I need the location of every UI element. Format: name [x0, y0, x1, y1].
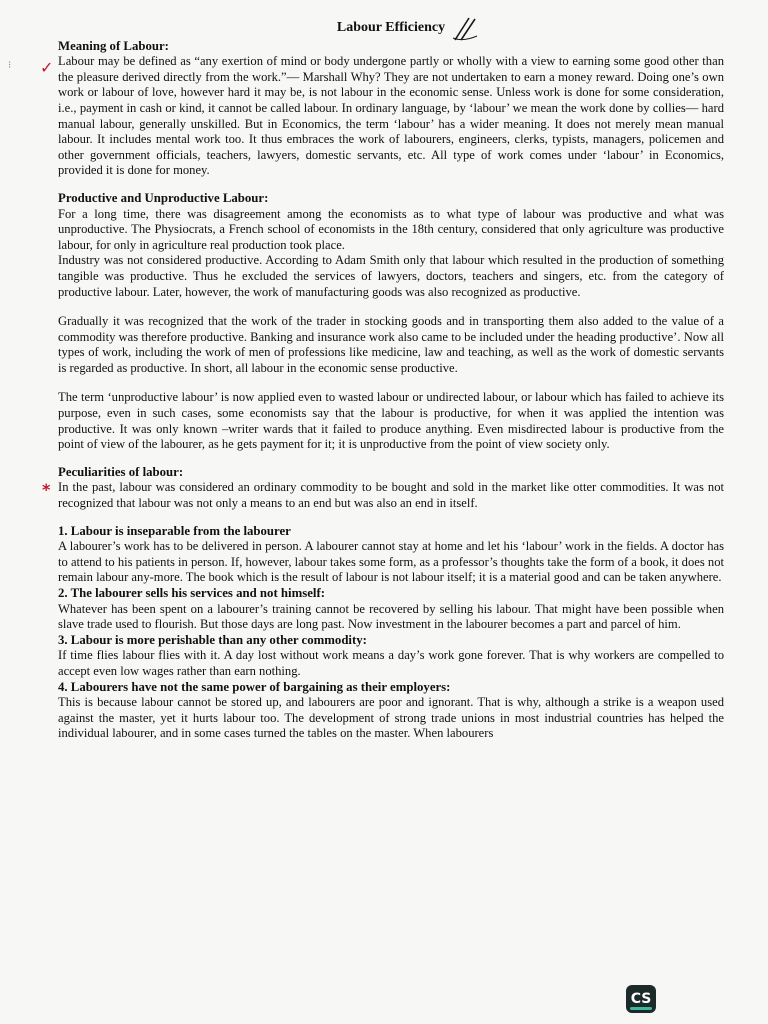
point-item — [58, 633, 724, 680]
point-text: Whatever has been spent on a labourer’s training cannot be recovered by selling his labour. That might have been possible when slave trade used to flourish. But those days are long past. Now investment in the labourer becomes a part and parcel of him. — [58, 601, 724, 632]
title-text: Labour Efficiency — [336, 20, 446, 35]
productive-text-4: The term ‘unproductive labour’ is now applied even to wasted labour or undirected labour, or labour which has failed to achieve its purpose, even in such cases, some economists say that the labour is productive, for when it was applied the intention was productive. It was only known –writer wards that it failed to produce anything. Even misdirected labour is productive from the point of view of the labourer, as he gets payment for it; it is unproductive from the point of view society only. — [58, 390, 724, 452]
meaning-section — [58, 39, 724, 179]
point-text: This is because labour cannot be stored up, and labourers are poor and ignorant. That is why, although a strike is a weapon used against the master, yet it hurts labour too. The development of strong trade unions in most industrial countries has helped the individual labourer, and in some cases turned the tables on the master. When labourers — [58, 695, 724, 741]
productive-text-2: Industry was not considered productive. According to Adam Smith only that labour which resulted in the production of something tangible was productive. Thus he excluded the services of lawyers, doctors, teachers and singers, etc. from the category of productive labour. Later, however, the work of manufacturing goods was also recognized as productive. — [58, 253, 724, 299]
peculiarities-heading: Peculiarities of labour: — [58, 464, 184, 479]
peculiarities-text: In the past, labour was considered an ordinary commodity to be bought and sold in the market like otter commodities. It was not recognized that labour was not only a means to an end but was also an end in itself. — [58, 480, 724, 511]
meaning-heading: Meaning of Labour: — [58, 38, 169, 53]
point-heading: 2. The labourer sells his services and not himself: — [58, 586, 325, 600]
point-heading: 4. Labourers have not the same power of bargaining as their employers: — [58, 679, 451, 694]
page-title — [58, 20, 724, 36]
productive-text-3: Gradually it was recognized that the work of the trader in stocking goods and in transporting them also added to the value of a commodity was therefore productive. Banking and insurance work also came to be included under the heading productive’. Now all types of work, including the work of men of professions like medicine, law and teaching, as well as the work of domestic servants is regarded as productive. In short, all labour in the economic sense productive. — [58, 314, 724, 375]
points-list — [58, 524, 724, 742]
document-page — [58, 20, 724, 970]
point-item — [58, 586, 724, 633]
productive-text-1: For a long time, there was disagreement among the economists as to what type of labour was productive and what was unproductive. The Physiocrats, a French school of economists in the 18th century, considered that only agriculture was productive labour, for only in agriculture real production took place. — [58, 206, 724, 252]
point-item — [58, 680, 724, 742]
checkmark-annotation-icon: ✓ — [40, 58, 54, 77]
point-heading: 3. Labour is more perishable than any other commodity: — [58, 632, 367, 647]
productive-heading: Productive and Unproductive Labour: — [58, 190, 269, 205]
productive-section — [58, 191, 724, 453]
star-annotation-icon: * — [42, 480, 51, 499]
scan-smudge-icon: ⁝ — [8, 60, 12, 71]
peculiarities-section — [58, 465, 724, 512]
point-heading: 1. Labour is inseparable from the labourer — [58, 523, 291, 538]
point-text: If time flies labour flies with it. A day lost without work means a day’s work gone forever. That is why workers are compelled to accept even low wages rather than earn nothing. — [58, 648, 724, 678]
camscanner-logo: CS — [626, 985, 656, 1013]
point-text: A labourer’s work has to be delivered in person. A labourer cannot stay at home and let his ‘labour’ work in the fields. A doctor has to attend to his patients in person. If, however, labour takes some form, as a professor’s thoughts take the form of a book, it does not remain labour any-more. The book which is the result of labour is not labour itself; it is a material good and can be taken anywhere. — [58, 539, 724, 585]
pen-scribble-icon — [451, 16, 479, 42]
point-item — [58, 524, 724, 586]
meaning-text: Labour may be defined as “any exertion of mind or body undergone partly or wholly with a view to earning some good other than the pleasure derived directly from the work.”— Marshall Why? They are not undertaken to earn a money reward. Doing one’s own work or labour of love, however hard it may be, is not labour in the economic sense. Unless work is done for some consideration, i.e., payment in cash or kind, it cannot be called labour. In ordinary language, by ‘labour’ we mean the work done by collies— hard manual labour, generally unskilled. But in Economics, the term ‘labour’ has a wider meaning. It does not merely mean manual labour. It includes mental work too. It thus embraces the work of labourers, engineers, clerks, typists, managers, policemen and other government officials, teachers, lawyers, domestic servants, etc. All type of work comes under ‘labour’ in Economics, provided it is done for money. — [58, 54, 724, 178]
